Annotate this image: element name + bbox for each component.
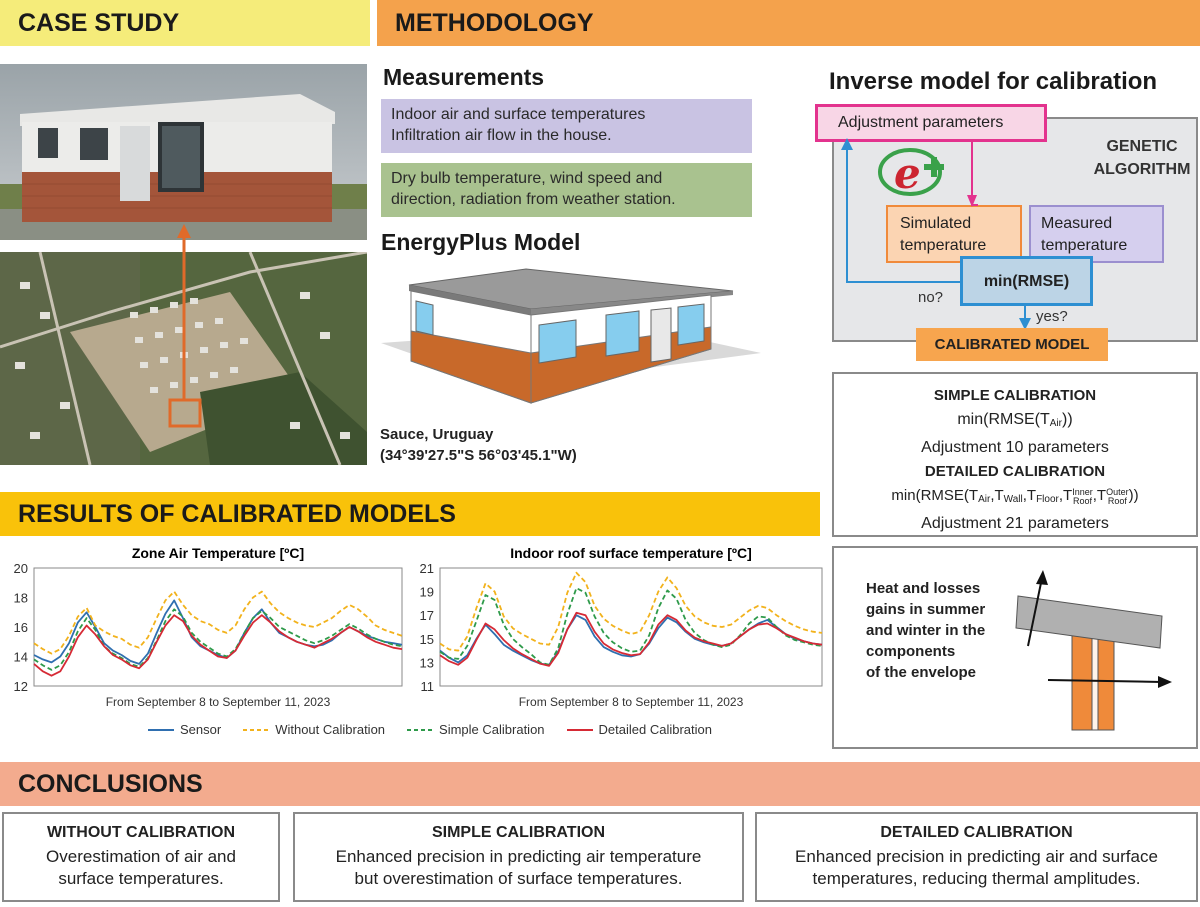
formula-t: T <box>1026 487 1037 504</box>
formula-subscript: Floor <box>1036 494 1059 505</box>
conclusion-line: temperatures, reducing thermal amplitudes. <box>812 869 1141 888</box>
detailed-calibration-params: Adjustment 21 parameters <box>921 515 1109 532</box>
legend-without-swatch <box>243 727 269 733</box>
simple-calibration-params: Adjustment 10 parameters <box>921 439 1109 456</box>
conclusion-line: but overestimation of surface temperatures. <box>354 869 683 888</box>
legend-simple <box>407 722 545 737</box>
calibrated-model-label: CALIBRATED MODEL <box>934 336 1090 353</box>
yes-label: yes? <box>1036 308 1068 325</box>
formula-subscript: Air <box>978 494 991 505</box>
weather-measurement-line: direction, radiation from weather station. <box>391 191 676 208</box>
formula-part: min(RMSE(T <box>957 411 1050 428</box>
formula-part: )) <box>1062 411 1073 428</box>
results-header-label: RESULTS OF CALIBRATED MODELS <box>18 499 456 528</box>
formula-supsub <box>1072 488 1093 506</box>
legend-sensor-swatch <box>148 727 174 733</box>
conclusion-line: Overestimation of air and <box>46 847 236 866</box>
conclusion-line: surface temperatures. <box>58 869 224 888</box>
legend-simple-swatch <box>407 727 433 733</box>
legend-simple-label: Simple Calibration <box>439 722 545 737</box>
calibration-flow-arrows <box>830 110 1130 345</box>
y-tick-label: 21 <box>419 561 434 576</box>
calibration-details-panel <box>832 372 1198 537</box>
house-photo-drawing <box>0 64 367 240</box>
legend-detailed-swatch <box>567 727 593 733</box>
energyplus-house-model <box>381 265 771 415</box>
location-coordinates: (34°39'27.5"S 56°03'45.1"W) <box>380 447 577 464</box>
y-tick-label: 14 <box>13 649 28 665</box>
indoor-measurements-box <box>381 99 752 153</box>
genetic-label-line: GENETIC <box>1106 138 1178 155</box>
legend-without-label: Without Calibration <box>275 722 386 737</box>
heat-text-line: gains in summer <box>866 601 986 618</box>
legend-without <box>243 722 385 737</box>
y-tick-label: 13 <box>419 655 434 671</box>
methodology-header-label: METHODOLOGY <box>395 8 594 37</box>
envelope-heat-diagram <box>1012 566 1192 736</box>
calibrated-model-box <box>916 328 1108 361</box>
formula-t: T <box>1096 487 1107 504</box>
x-axis-label: From September 8 to September 11, 2023 <box>105 695 331 709</box>
conclusion-title: SIMPLE CALIBRATION <box>431 824 606 841</box>
conclusion-title: DETAILED CALIBRATION <box>880 824 1073 841</box>
simulated-label-line: Simulated <box>900 215 972 232</box>
roof-surface-temperature-chart <box>404 540 824 715</box>
heat-text-line: components <box>866 643 956 660</box>
conclusion-title: WITHOUT CALIBRATION <box>46 824 236 841</box>
legend-detailed-label: Detailed Calibration <box>598 722 712 737</box>
y-tick-label: 11 <box>420 679 434 694</box>
heat-text-line: Heat and losses <box>866 580 981 597</box>
case-study-header-label: CASE STUDY <box>18 8 180 37</box>
indoor-measurement-line: Indoor air and surface temperatures <box>391 106 646 123</box>
weather-measurements-box <box>381 163 752 217</box>
indoor-measurement-line: Infiltration air flow in the house. <box>391 127 612 144</box>
simple-calibration-title: SIMPLE CALIBRATION <box>933 387 1097 404</box>
conclusion-without-calibration <box>2 812 280 902</box>
formula-subscript: Roof <box>1072 496 1092 506</box>
svg-text:e: e <box>894 149 921 198</box>
heat-losses-text <box>866 578 985 683</box>
case-study-header <box>0 0 370 46</box>
zone-air-temperature-chart <box>0 540 408 715</box>
formula-comma: , <box>1058 487 1064 504</box>
formula-t: T <box>1063 487 1073 504</box>
simple-calibration-formula <box>834 408 1196 436</box>
legend-sensor <box>148 722 221 737</box>
formula-t: T <box>968 487 979 504</box>
simulated-label-line: temperature <box>900 237 987 254</box>
conclusion-line: Enhanced precision in predicting air temperature <box>335 847 702 866</box>
results-header <box>0 492 820 536</box>
location-name: Sauce, Uruguay <box>380 426 494 443</box>
location-arrow-icon <box>174 222 194 400</box>
formula-part: )) <box>1128 487 1139 504</box>
y-tick-label: 12 <box>13 679 28 694</box>
formula-superscript: Inner <box>1072 487 1093 497</box>
heat-text-line: and winter in the <box>866 622 986 639</box>
conclusion-simple-calibration <box>293 812 744 902</box>
chart-legend <box>148 722 788 737</box>
measurements-title: Measurements <box>383 64 545 90</box>
formula-comma: , <box>1092 487 1097 504</box>
conclusion-line: Enhanced precision in predicting air and surface <box>795 847 1158 866</box>
y-tick-label: 15 <box>419 631 434 647</box>
formula-comma: , <box>1022 487 1027 504</box>
conclusions-header <box>0 762 1200 806</box>
formula-t: T <box>994 487 1004 504</box>
detailed-calibration-formula <box>834 484 1196 512</box>
measured-label-line: Measured <box>1041 215 1113 232</box>
conclusions-header-label: CONCLUSIONS <box>18 769 203 798</box>
legend-detailed <box>567 722 712 737</box>
formula-subscript: Roof <box>1107 496 1127 506</box>
y-tick-label: 17 <box>419 608 434 624</box>
legend-sensor-label: Sensor <box>180 722 222 737</box>
weather-measurement-line: Dry bulb temperature, wind speed and <box>391 170 663 187</box>
chart-title: Zone Air Temperature [ºC] <box>131 545 305 561</box>
y-tick-label: 20 <box>13 561 28 576</box>
inverse-model-title: Inverse model for calibration <box>829 68 1158 95</box>
y-tick-label: 16 <box>13 620 28 635</box>
plot-area <box>440 568 822 686</box>
formula-subscript: Air <box>1049 418 1062 429</box>
formula-superscript: Outer <box>1106 487 1129 497</box>
energyplus-title: EnergyPlus Model <box>381 229 581 255</box>
measured-label-line: temperature <box>1041 237 1128 254</box>
y-tick-label: 19 <box>419 584 434 600</box>
formula-comma: , <box>990 487 995 504</box>
x-axis-label: From September 8 to September 11, 2023 <box>518 695 744 709</box>
conclusion-detailed-calibration <box>755 812 1198 902</box>
y-tick-label: 18 <box>13 590 28 606</box>
methodology-header <box>377 0 1200 46</box>
chart-title: Indoor roof surface temperature [ºC] <box>510 545 752 561</box>
adjustment-parameters-label: Adjustment parameters <box>838 114 1004 131</box>
formula-supsub <box>1106 488 1129 506</box>
heat-losses-panel <box>832 546 1198 749</box>
house-photo <box>0 64 367 240</box>
heat-text-line: of the envelope <box>866 664 977 681</box>
formula-subscript: Wall <box>1003 494 1023 505</box>
no-label: no? <box>918 289 944 306</box>
detailed-calibration-title: DETAILED CALIBRATION <box>924 463 1106 480</box>
genetic-label-line: ALGORITHM <box>1093 161 1191 178</box>
formula-part: min(RMSE( <box>891 487 969 504</box>
min-rmse-label: min(RMSE) <box>983 273 1070 290</box>
